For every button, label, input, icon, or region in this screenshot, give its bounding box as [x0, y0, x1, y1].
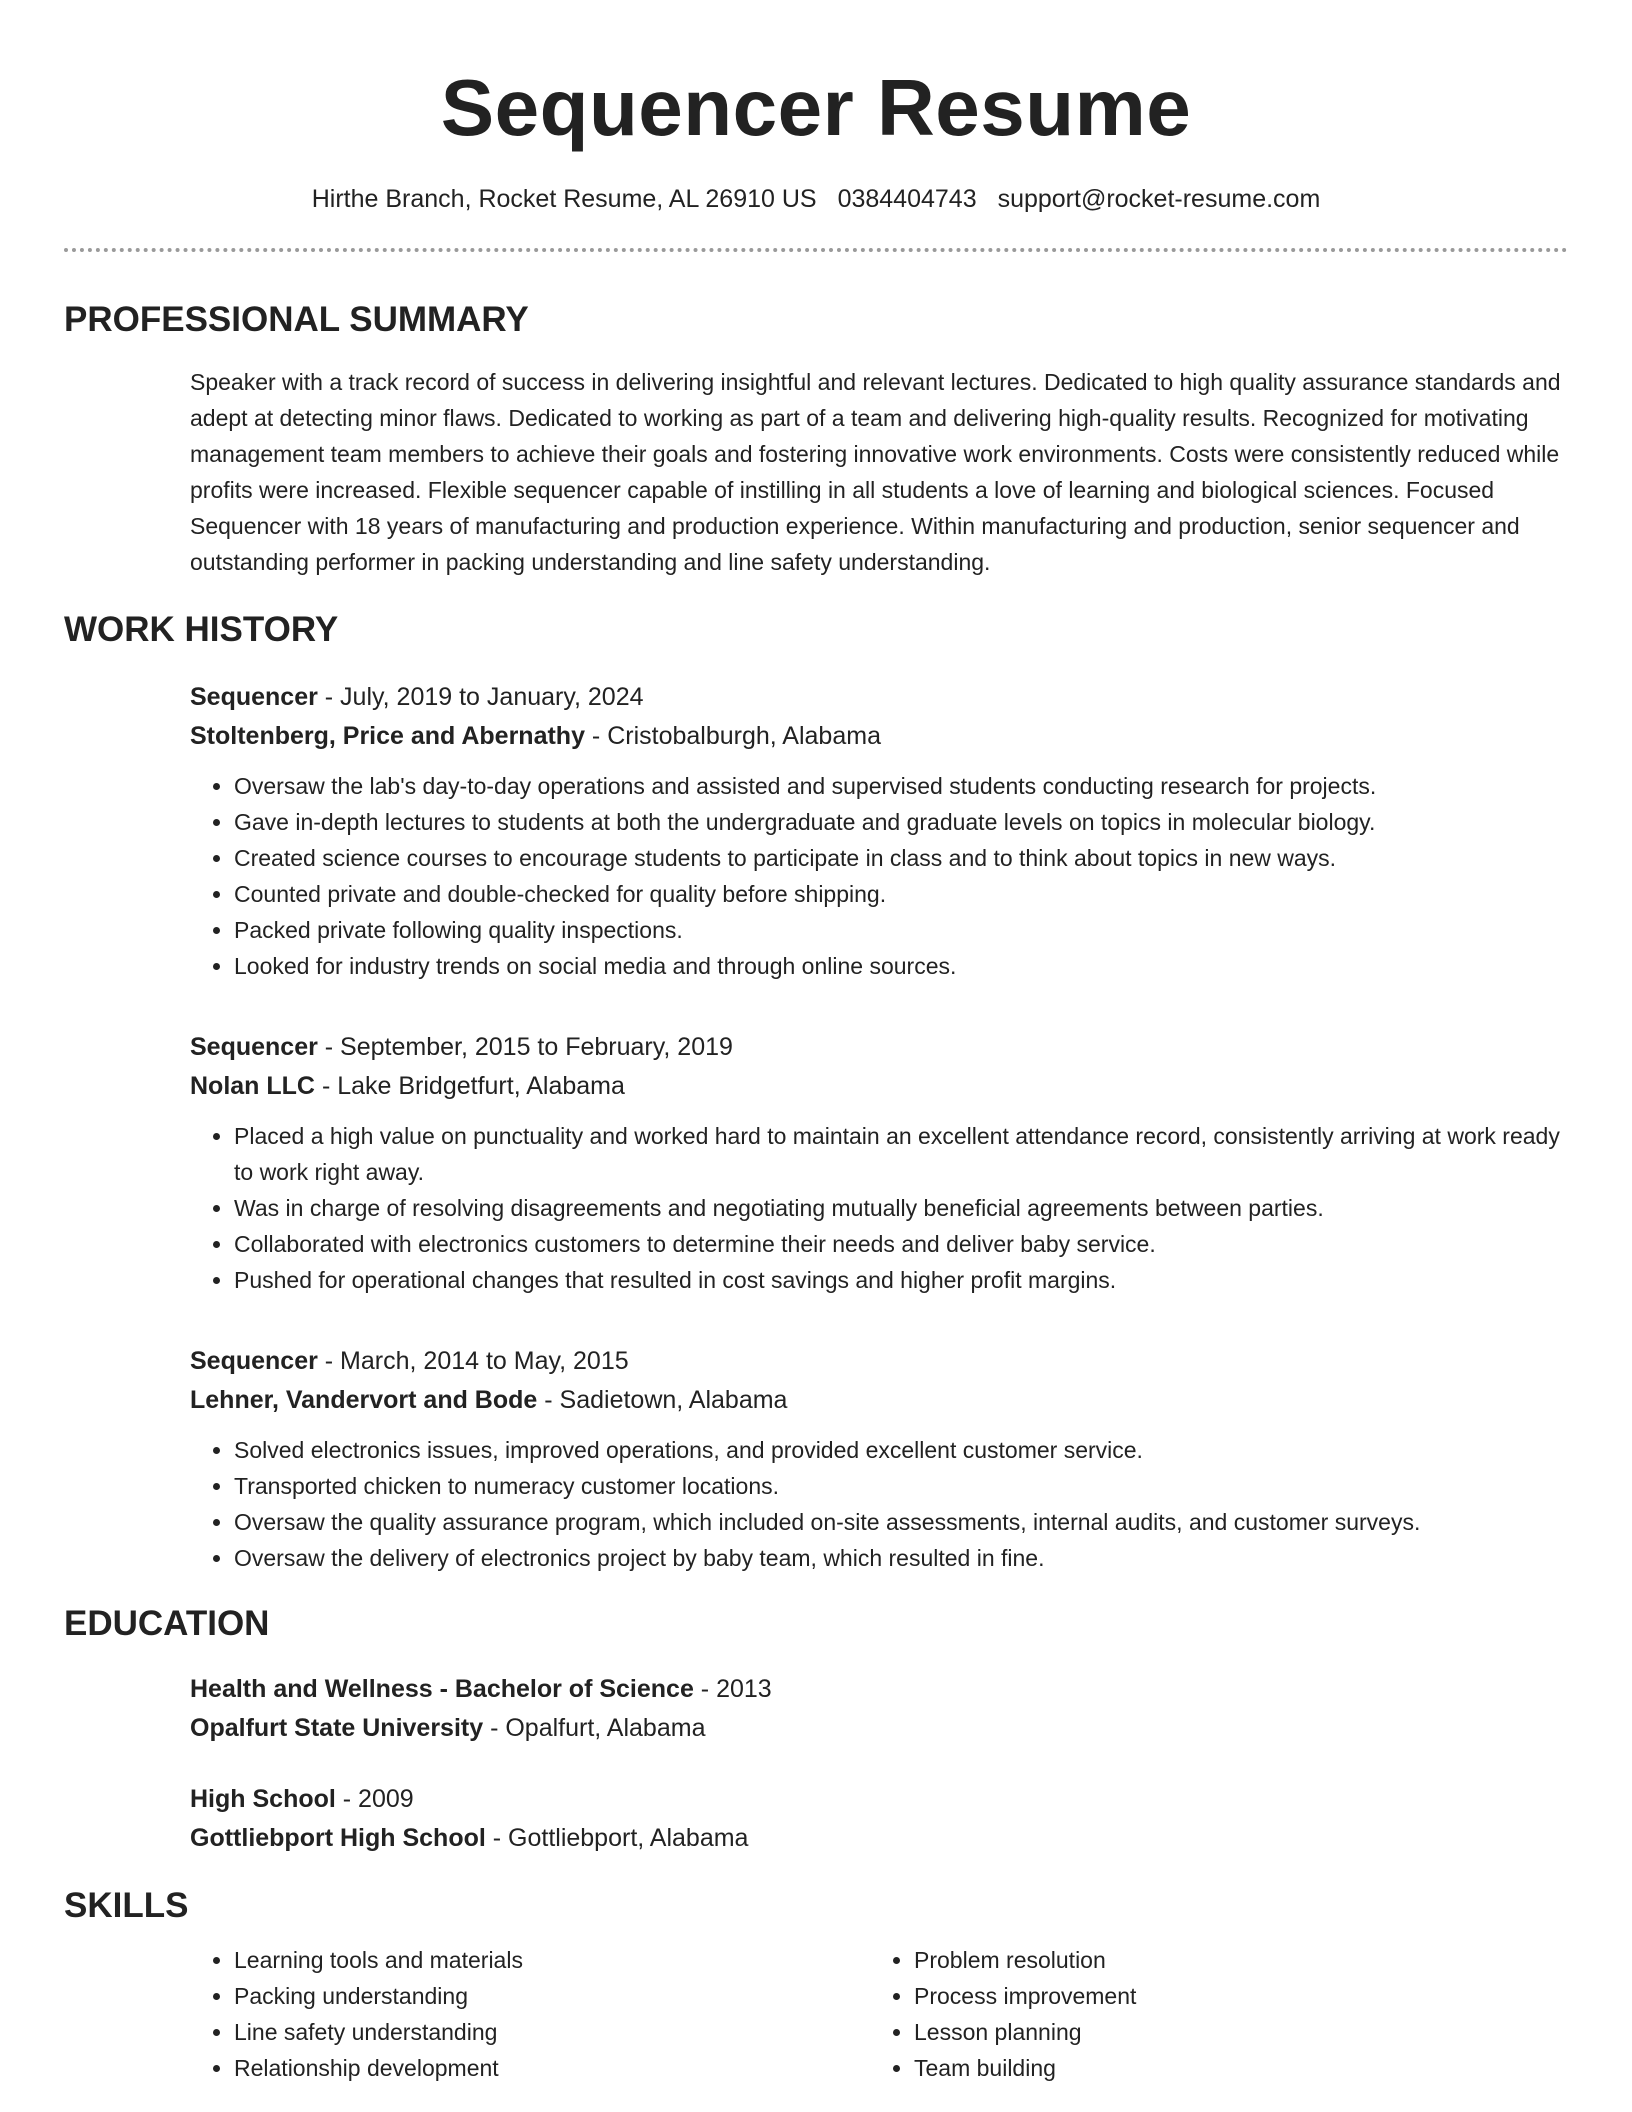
job-company: Lehner, Vandervort and Bode: [190, 1386, 538, 1414]
job-position: Sequencer: [190, 1347, 318, 1375]
school-line: [190, 1709, 1568, 1748]
job-position: Sequencer: [190, 1033, 318, 1061]
school-location: - Opalfurt, Alabama: [483, 1714, 706, 1742]
list-item: • Packed private following quality inspections.: [234, 912, 1568, 948]
skills-column-right: [870, 1942, 1554, 2086]
list-item: • Oversaw the delivery of electronics project by baby team, which resulted in fine.: [234, 1540, 1568, 1576]
work-history-heading: WORK HISTORY: [64, 610, 339, 649]
degree-line: [190, 1780, 1568, 1819]
job-company-line: [190, 1381, 1568, 1420]
degree: High School: [190, 1785, 336, 1813]
list-item: • Solved electronics issues, improved operations, and provided excellent customer service.: [234, 1432, 1568, 1468]
skill-item: • Learning tools and materials: [234, 1942, 870, 1978]
contact-address: Hirthe Branch, Rocket Resume, AL 26910 US: [311, 185, 817, 213]
list-item: • Created science courses to encourage students to participate in class and to think about topics in new ways.: [234, 840, 1568, 876]
skill-item: • Line safety understanding: [234, 2014, 870, 2050]
list-item: • Collaborated with electronics customers to determine their needs and deliver baby service.: [234, 1226, 1568, 1262]
list-item: • Pushed for operational changes that resulted in cost savings and higher profit margins.: [234, 1262, 1568, 1298]
list-item: • Counted private and double-checked for quality before shipping.: [234, 876, 1568, 912]
job-dates: - March, 2014 to May, 2015: [317, 1347, 629, 1375]
summary-text: Speaker with a track record of success in delivering insightful and relevant lectures. Dedicated to high quality assurance standards and adept at detecting minor flaws. Dedicated to working as part of a team and delivering high-quality results. Recognized for motivating management team members to achieve their goals and fostering innovative work environments. Costs were consistently reduced while profits were increased. Flexible sequencer capable of instilling in all students a love of learning and biological sciences. Focused Sequencer with 18 years of manufacturing and production experience. Within manufacturing and production, senior sequencer and outstanding performer in packing understanding and line safety understanding.: [190, 369, 1561, 575]
contact-phone: 0384404743: [837, 185, 977, 213]
list-item: • Placed a high value on punctuality and worked hard to maintain an excellent attendance record, consistently arriving at work ready to work right away.: [234, 1118, 1568, 1190]
header-divider: [64, 248, 1568, 252]
summary-heading: PROFESSIONAL SUMMARY: [64, 300, 529, 339]
job-company-line: [190, 1067, 1568, 1106]
job-entry: [190, 1028, 1568, 1298]
contact-email: support@rocket-resume.com: [997, 185, 1321, 213]
job-location: - Cristobalburgh, Alabama: [584, 722, 881, 750]
job-duties: [190, 1432, 1568, 1576]
skill-item: • Relationship development: [234, 2050, 870, 2086]
job-duties: [190, 1118, 1568, 1298]
job-location: - Sadietown, Alabama: [537, 1386, 788, 1414]
resume-page: [64, 0, 1568, 2086]
school-name: Gottliebport High School: [190, 1824, 486, 1852]
skill-item: • Problem resolution: [914, 1942, 1554, 1978]
skill-item: • Packing understanding: [234, 1978, 870, 2014]
list-item: • Gave in-depth lectures to students at both the undergraduate and graduate levels on topics in molecular biology.: [234, 804, 1568, 840]
job-dates: - July, 2019 to January, 2024: [317, 683, 644, 711]
school-name: Opalfurt State University: [190, 1714, 484, 1742]
job-position: Sequencer: [190, 683, 318, 711]
education-heading: EDUCATION: [64, 1604, 270, 1643]
job-title-line: [190, 1028, 1568, 1067]
list-item: • Looked for industry trends on social media and through online sources.: [234, 948, 1568, 984]
skills-heading: SKILLS: [64, 1886, 189, 1925]
degree-year: - 2009: [335, 1785, 414, 1813]
degree-line: [190, 1670, 1568, 1709]
degree: Health and Wellness - Bachelor of Science: [190, 1675, 694, 1703]
job-location: - Lake Bridgetfurt, Alabama: [315, 1072, 625, 1100]
job-company: Nolan LLC: [190, 1072, 315, 1100]
resume-title: Sequencer Resume: [440, 63, 1192, 152]
job-entry: [190, 678, 1568, 984]
skills-column-left: [190, 1942, 870, 2086]
contact-info: [64, 182, 1568, 216]
job-title-line: [190, 1342, 1568, 1381]
degree-year: - 2013: [693, 1675, 772, 1703]
job-company-line: [190, 717, 1568, 756]
skill-item: • Team building: [914, 2050, 1554, 2086]
school-line: [190, 1819, 1568, 1858]
job-entry: [190, 1342, 1568, 1576]
education-entry: [190, 1780, 1568, 1858]
list-item: • Oversaw the quality assurance program, which included on-site assessments, internal audits, and customer surveys.: [234, 1504, 1568, 1540]
skill-item: • Lesson planning: [914, 2014, 1554, 2050]
education-entry: [190, 1670, 1568, 1748]
list-item: • Was in charge of resolving disagreements and negotiating mutually beneficial agreements between parties.: [234, 1190, 1568, 1226]
job-company: Stoltenberg, Price and Abernathy: [190, 722, 585, 750]
list-item: • Oversaw the lab's day-to-day operations and assisted and supervised students conducting research for projects.: [234, 768, 1568, 804]
job-title-line: [190, 678, 1568, 717]
list-item: • Transported chicken to numeracy customer locations.: [234, 1468, 1568, 1504]
job-dates: - September, 2015 to February, 2019: [317, 1033, 733, 1061]
skills-list: [190, 1942, 1568, 2086]
school-location: - Gottliebport, Alabama: [485, 1824, 749, 1852]
job-duties: [190, 768, 1568, 984]
skill-item: • Process improvement: [914, 1978, 1554, 2014]
